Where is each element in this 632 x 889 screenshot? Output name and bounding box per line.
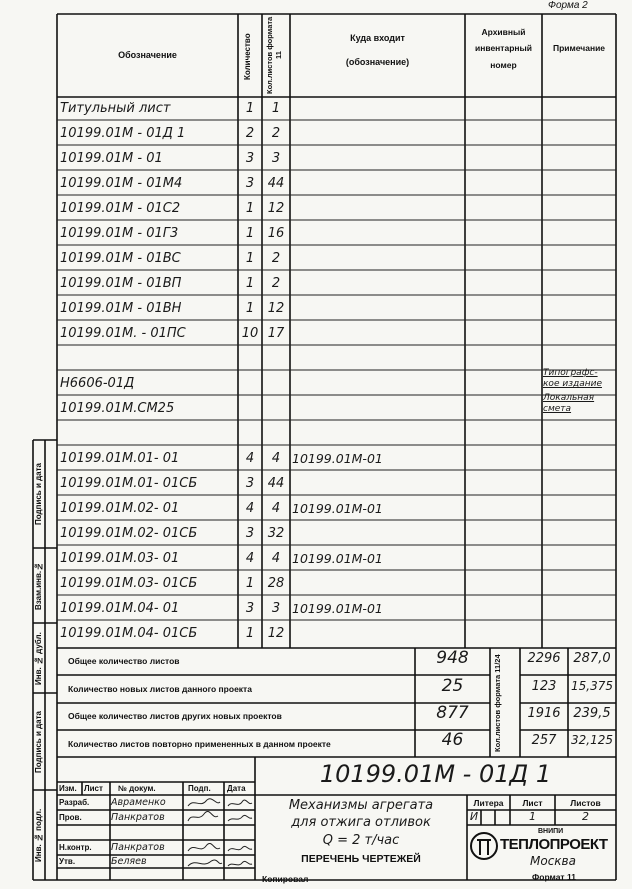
header-archive-2: инвентарный	[474, 43, 533, 53]
row-sheets: 12	[267, 626, 285, 641]
row-designation: 10199.01М - 01ВН	[60, 301, 182, 316]
total-a-2: 123	[531, 679, 557, 694]
totals-vertical-label: Кол.листов формата 11/24	[493, 654, 502, 752]
stamp-h-doc: № докум.	[118, 784, 156, 793]
row-sheets: 4	[271, 551, 281, 566]
doc-title-1: Механизмы агрегата	[288, 798, 434, 813]
row-designation: 10199.01М.04- 01	[60, 601, 180, 616]
row-sheets: 3	[271, 151, 281, 166]
row-designation: 10199.01М - 01Д 1	[60, 126, 186, 141]
stamp-signatures	[184, 796, 254, 880]
row-qty: 4	[245, 451, 255, 466]
stamp-h-izm: Изм.	[59, 784, 77, 793]
row-qty: 3	[245, 151, 255, 166]
row-where: 10199.01М-01	[292, 551, 383, 566]
row-sheets: 44	[267, 476, 285, 491]
row-qty: 1	[245, 226, 255, 241]
doc-title-3: Q = 2 т/час	[322, 833, 400, 848]
total-label-4: Количество листов повторно примененных в данном проекте	[68, 739, 331, 749]
stamp-list-value: 1	[529, 810, 536, 823]
row-designation: 10199.01М - 01С2	[60, 201, 181, 216]
row-sheets: 3	[271, 601, 281, 616]
total-value-2: 25	[441, 676, 464, 696]
row-designation: 10199.01М - 01Г3	[60, 226, 179, 241]
total-a-3: 1916	[527, 706, 561, 721]
header-quantity: Количество	[243, 33, 252, 81]
row-sheets: 32	[267, 526, 285, 541]
row-qty: 1	[245, 251, 255, 266]
stamp-h-sign: Подп.	[188, 784, 211, 793]
row-designation: Титульный лист	[60, 101, 171, 116]
row-sheets: 1	[271, 101, 281, 116]
row-sheets: 4	[271, 451, 281, 466]
stamp-litera-value: И	[469, 810, 479, 823]
row-sheets: 16	[267, 226, 285, 241]
row-where: 10199.01М-01	[292, 451, 383, 466]
margin-signature-date-2: Подпись и дата	[34, 711, 43, 773]
header-archive-1: Архивный	[481, 27, 526, 37]
total-label-3: Общее количество листов других новых проектов	[68, 711, 282, 721]
total-value-3: 877	[436, 703, 469, 723]
total-label-2: Количество новых листов данного проекта	[68, 684, 252, 694]
org-name: ТЕПЛОПРОЕКТ	[500, 836, 608, 853]
row-designation: 10199.01М. - 01ПС	[60, 326, 186, 341]
teploproekt-logo	[471, 833, 497, 859]
row-designation: 10199.01М.01- 01СБ	[60, 476, 198, 491]
row-designation: 10199.01М.СМ25	[60, 401, 175, 416]
row-sheets: 2	[271, 126, 281, 141]
total-b-2: 15,375	[571, 679, 613, 693]
row-qty: 3	[245, 601, 255, 616]
margin-inv-orig: Инв. № подл.	[34, 808, 43, 862]
row-sheets: 2	[271, 276, 281, 291]
total-a-4: 257	[531, 733, 557, 748]
row-designation: Н6606-01Д	[60, 376, 135, 391]
stamp-name-utv: Беляев	[111, 856, 147, 867]
doc-title-4: ПЕРЕЧЕНЬ ЧЕРТЕЖЕЙ	[301, 853, 421, 865]
stamp-name-prov: Панкратов	[111, 812, 165, 823]
row-qty: 1	[245, 276, 255, 291]
stamp-litera-label: Литера	[473, 798, 504, 808]
row-qty: 1	[245, 626, 255, 641]
total-value-1: 948	[436, 648, 469, 668]
total-b-3: 239,5	[573, 706, 611, 721]
row-designation: 10199.01М.01- 01	[60, 451, 180, 466]
header-sheets-a11: Кол.листов формата 11	[265, 16, 283, 94]
total-label-1: Общее количество листов	[68, 656, 180, 666]
row-qty: 1	[245, 101, 255, 116]
row-qty: 3	[245, 526, 255, 541]
header-note: Примечание	[552, 43, 606, 53]
row-note: Типографс- кое издание	[543, 368, 602, 389]
header-designation: Обозначение	[118, 50, 177, 60]
row-designation: 10199.01М.03- 01СБ	[60, 576, 198, 591]
header-where-used-sub: (обозначение)	[345, 57, 410, 67]
doc-title-2: для отжига отливок	[291, 815, 431, 830]
footer-format: Формат 11	[532, 872, 576, 882]
form-label: Форма 2	[548, 0, 588, 11]
margin-signature-date-1: Подпись и дата	[34, 463, 43, 525]
row-where: 10199.01М-01	[292, 601, 383, 616]
total-b-4: 32,125	[571, 733, 613, 747]
total-b-1: 287,0	[573, 651, 611, 666]
row-sheets: 2	[271, 251, 281, 266]
row-qty: 3	[245, 176, 255, 191]
stamp-h-date: Дата	[227, 784, 246, 793]
row-note: Локальная смета	[543, 393, 595, 414]
row-sheets: 17	[267, 326, 285, 341]
row-qty: 4	[245, 501, 255, 516]
stamp-role-prov: Пров.	[59, 813, 82, 822]
org-small: ВНИПИ	[538, 828, 564, 835]
margin-replace-inv: Взам.инв.№	[34, 561, 43, 611]
row-sheets: 4	[271, 501, 281, 516]
stamp-role-utv: Утв.	[59, 857, 76, 866]
row-qty: 3	[245, 476, 255, 491]
row-sheets: 12	[267, 201, 285, 216]
stamp-name-nkontr: Панкратов	[111, 842, 165, 853]
row-qty: 1	[245, 576, 255, 591]
header-where-used: Куда входит	[350, 33, 405, 43]
row-qty: 2	[245, 126, 255, 141]
total-value-4: 46	[441, 730, 464, 750]
stamp-listov-value: 2	[582, 810, 589, 823]
row-designation: 10199.01М.04- 01СБ	[60, 626, 198, 641]
row-qty: 1	[245, 301, 255, 316]
row-qty: 10	[241, 326, 259, 341]
row-designation: 10199.01М.03- 01	[60, 551, 180, 566]
row-designation: 10199.01М - 01	[60, 151, 163, 166]
row-designation: 10199.01М - 01ВС	[60, 251, 181, 266]
row-sheets: 44	[267, 176, 285, 191]
total-a-1: 2296	[527, 651, 561, 666]
stamp-list-label: Лист	[522, 798, 543, 808]
stamp-role-nkontr: Н.контр.	[59, 843, 92, 852]
stamp-name-razrab: Авраменко	[111, 797, 166, 808]
org-city: Москва	[530, 854, 576, 868]
row-designation: 10199.01М.02- 01СБ	[60, 526, 198, 541]
row-designation: 10199.01М - 01М4	[60, 176, 183, 191]
row-qty: 4	[245, 551, 255, 566]
row-designation: 10199.01М - 01ВП	[60, 276, 182, 291]
doc-code: 10199.01М - 01Д 1	[319, 760, 552, 788]
header-archive-3: номер	[490, 60, 517, 70]
row-sheets: 28	[267, 576, 285, 591]
row-where: 10199.01М-01	[292, 501, 383, 516]
stamp-listov-label: Листов	[570, 798, 601, 808]
footer-copied: Копировал	[262, 874, 309, 884]
margin-inv-dup: Инв. № дубл.	[34, 632, 43, 685]
row-qty: 1	[245, 201, 255, 216]
stamp-h-list: Лист	[84, 784, 103, 793]
stamp-role-razrab: Разраб.	[59, 798, 90, 807]
row-sheets: 12	[267, 301, 285, 316]
row-designation: 10199.01М.02- 01	[60, 501, 180, 516]
